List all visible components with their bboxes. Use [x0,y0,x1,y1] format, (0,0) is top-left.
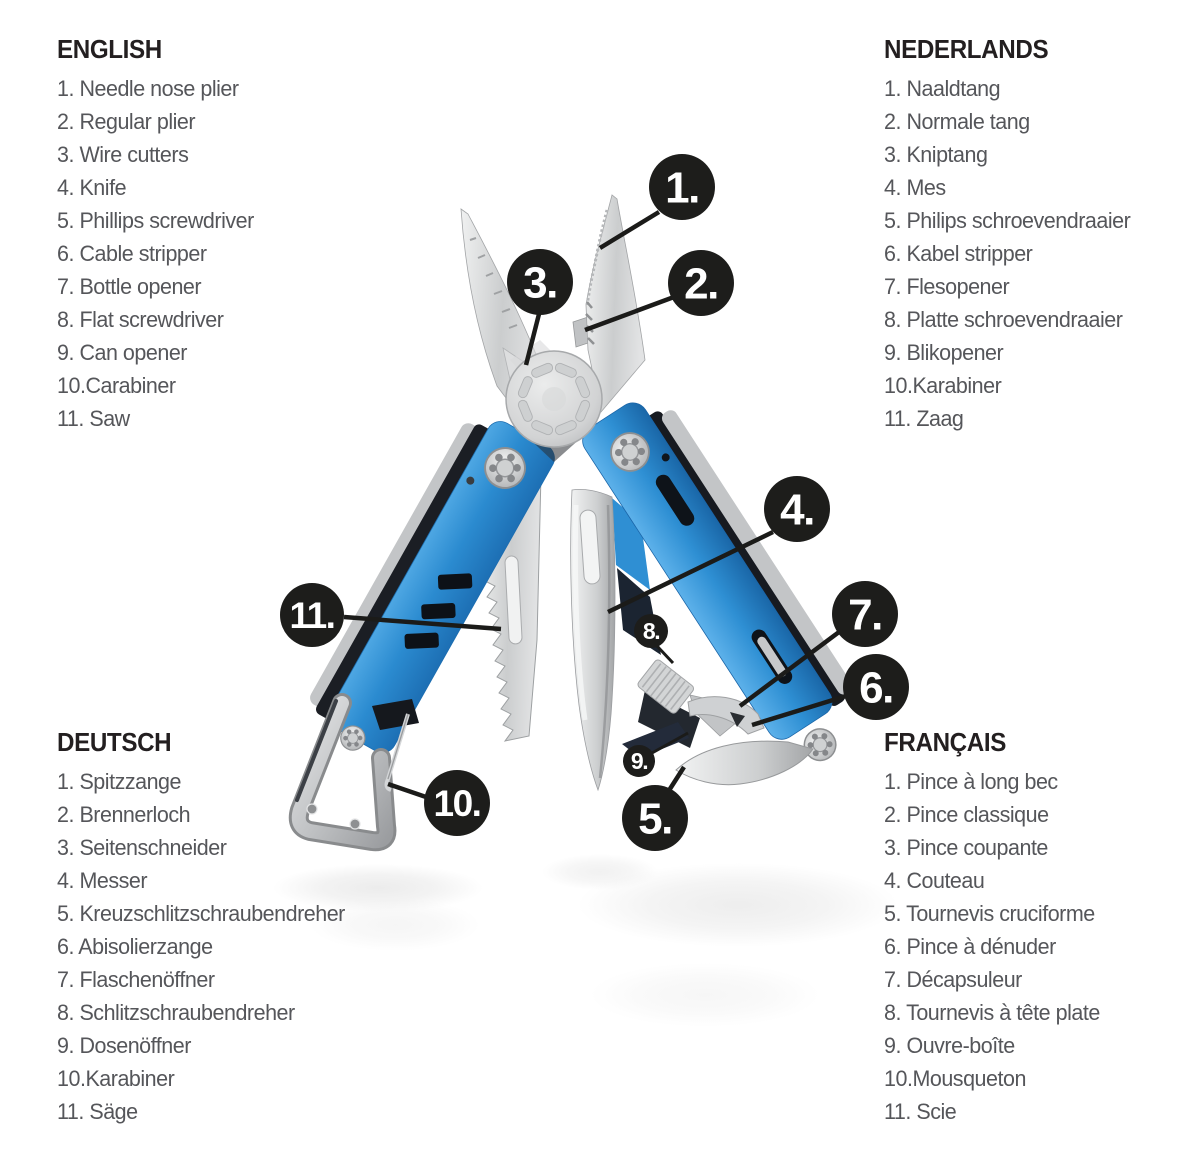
svg-text:3.: 3. [523,258,557,308]
tool-list-item: 7. Décapsuleur [884,967,1022,992]
tool-list-item: 8. Tournevis à tête plate [884,1000,1100,1025]
tool-list-item: 5. Kreuzschlitzschraubendreher [57,901,345,926]
svg-text:1.: 1. [665,163,699,213]
tool-list-item: 7. Flesopener [884,274,1010,299]
language-section-deutsch [57,727,377,1128]
tool-list [57,72,377,435]
tool-list-item: 11. Saw [57,406,130,431]
language-header: ENGLISH [57,34,162,64]
tool-list-item: 5. Phillips screwdriver [57,208,254,233]
tool-list [884,72,1200,435]
tool-list-item: 4. Mes [884,175,946,200]
language-header: FRANÇAIS [884,727,1006,757]
tool-list-item: 3. Pince coupante [884,835,1048,860]
tool-list-item: 10.Mousqueton [884,1066,1026,1091]
tool-list-item: 2. Normale tang [884,109,1030,134]
tool-list-item: 5. Tournevis cruciforme [884,901,1095,926]
tool-list-item: 10.Karabiner [57,1066,175,1091]
tool-list-item: 5. Philips schroevendraaier [884,208,1131,233]
tool-list-item: 8. Flat screwdriver [57,307,224,332]
callout-badge-5 [622,767,688,851]
tool-list-item: 3. Kniptang [884,142,988,167]
tool-list-item: 9. Can opener [57,340,187,365]
language-section-francais [884,727,1200,1128]
tool-list-item: 11. Zaag [884,406,964,431]
tool-list-item: 6. Pince à dénuder [884,934,1056,959]
language-header: NEDERLANDS [884,34,1049,64]
tool-list-item: 4. Couteau [884,868,985,893]
svg-text:11.: 11. [289,595,335,636]
tool-list-item: 9. Dosenöffner [57,1033,191,1058]
tool-list-item: 1. Needle nose plier [57,76,239,101]
tool-list-item: 10.Carabiner [57,373,176,398]
tool-list-item: 4. Knife [57,175,127,200]
tool-list-item: 6. Kabel stripper [884,241,1033,266]
tool-list-item: 6. Cable stripper [57,241,207,266]
tool-list [57,765,377,1128]
tool-list-item: 8. Schlitzschraubendreher [57,1000,295,1025]
svg-text:9.: 9. [630,748,648,774]
leader-line [668,767,684,792]
language-section-nederlands [884,34,1200,435]
tool-list-item: 2. Brennerloch [57,802,191,827]
svg-text:6.: 6. [859,663,893,713]
tool-list-item: 11. Säge [57,1099,138,1124]
tool-list-item: 11. Scie [884,1099,957,1124]
language-section-english [57,34,377,435]
tool-list-item: 4. Messer [57,868,148,893]
can-opener [676,741,813,785]
tool-list-item: 10.Karabiner [884,373,1002,398]
tool-list-item: 2. Regular plier [57,109,196,134]
tool-list-item: 7. Flaschenöffner [57,967,215,992]
svg-text:4.: 4. [780,485,814,535]
tool-list-item: 8. Platte schroevendraaier [884,307,1123,332]
svg-text:5.: 5. [638,794,672,844]
tool-list-item: 7. Bottle opener [57,274,202,299]
tool-list-item: 1. Naaldtang [884,76,1001,101]
svg-text:7.: 7. [848,590,882,640]
tool-list-item: 3. Wire cutters [57,142,189,167]
svg-text:10.: 10. [433,783,481,824]
tool-list-item: 1. Spitzzange [57,769,182,794]
callout-badge-8 [634,614,673,663]
tool-list-item: 6. Abisolierzange [57,934,213,959]
language-header: DEUTSCH [57,727,172,757]
tool-list [884,765,1200,1128]
svg-text:2.: 2. [684,259,718,309]
tool-list-item: 3. Seitenschneider [57,835,227,860]
svg-text:8.: 8. [642,618,660,644]
callout-badge-10 [388,770,490,836]
tool-list-item: 2. Pince classique [884,802,1049,827]
tool-list-item: 1. Pince à long bec [884,769,1058,794]
tool-list-item: 9. Blikopener [884,340,1004,365]
tool-list-item: 9. Ouvre-boîte [884,1033,1015,1058]
